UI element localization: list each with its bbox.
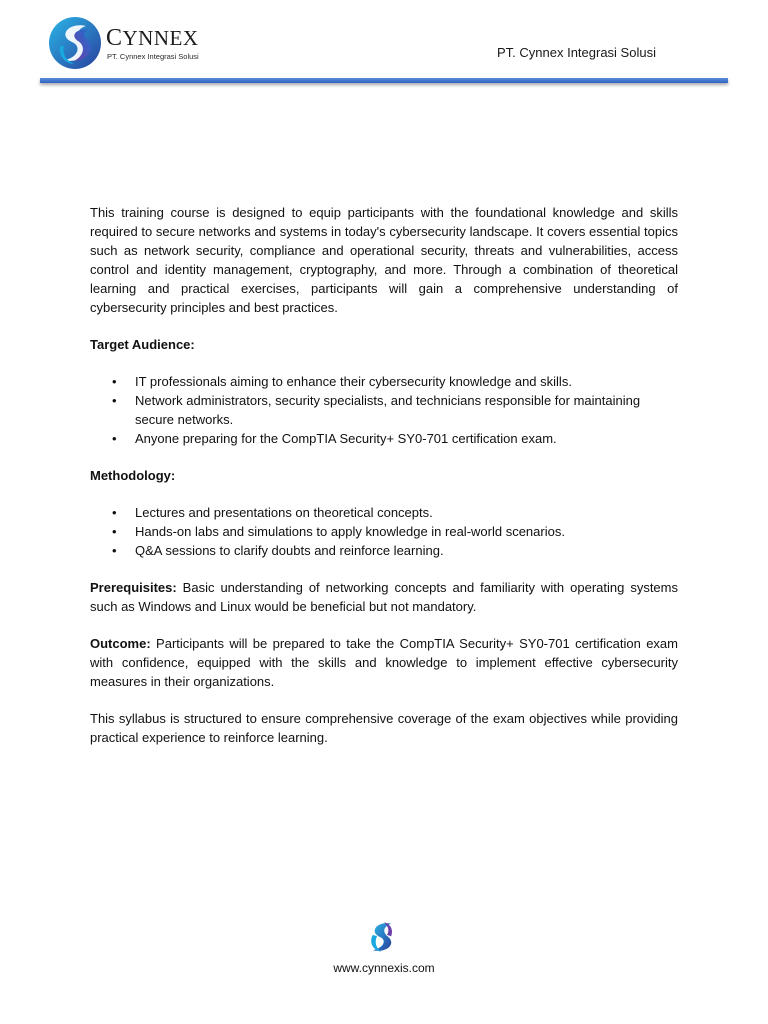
bullet-icon: •: [112, 393, 117, 408]
footer-website-link[interactable]: www.cynnexis.com: [333, 961, 435, 975]
outcome-paragraph: Outcome: Participants will be prepared to take the CompTIA Security+ SY0-701 certification exam with confidence, equipped with the skills and knowledge to implement effective cybersecurity measures in their organizations.: [90, 636, 678, 689]
closing-paragraph: This syllabus is structured to ensure comprehensive coverage of the exam objectives while providing practical experience to reinforce learning.: [90, 711, 678, 745]
outcome-label: Outcome:: [90, 636, 151, 651]
bullet-icon: •: [112, 543, 117, 558]
company-logo: [48, 16, 218, 72]
footer-swirl-s-logo-icon: [363, 918, 401, 956]
intro-paragraph: This training course is designed to equip participants with the foundational knowledge and skills required to secure networks and systems in today's cybersecurity landscape. It covers essential topics such as network security, compliance and operational security, threats and vulnerabilities, access control and identity management, cryptography, and more. Through a combination of theoretical learning and practical exercises, participants will gain a comprehensive understanding of cybersecurity principles and best practices.: [90, 205, 678, 315]
methodology-list: [90, 503, 678, 560]
list-item: • Q&A sessions to clarify doubts and reinforce learning.: [112, 543, 444, 558]
target-audience-list: [90, 372, 678, 448]
company-name: PT. Cynnex Integrasi Solusi: [497, 45, 656, 60]
bullet-icon: •: [112, 431, 117, 446]
list-item: • IT professionals aiming to enhance their cybersecurity knowledge and skills.: [112, 374, 572, 389]
prerequisites-paragraph: Prerequisites: Basic understanding of networking concepts and familiarity with operating systems such as Windows and Linux would be beneficial but not mandatory.: [90, 580, 678, 614]
list-item: • Hands-on labs and simulations to apply knowledge in real-world scenarios.: [112, 524, 565, 539]
brand-name: CYNNEX: [106, 25, 199, 51]
brand-subtitle: PT. Cynnex Integrasi Solusi: [107, 52, 199, 61]
list-item: • Anyone preparing for the CompTIA Security+ SY0-701 certification exam.: [112, 431, 557, 446]
bullet-icon: •: [112, 505, 117, 520]
target-audience-heading: Target Audience:: [90, 337, 195, 352]
page-header: [0, 0, 768, 90]
list-item: • Network administrators, security specialists, and technicians responsible for maintaining secure networks.: [112, 393, 641, 427]
methodology-heading: Methodology:: [90, 468, 176, 483]
swirl-s-logo-icon: [48, 16, 102, 70]
prerequisites-label: Prerequisites:: [90, 580, 177, 595]
bullet-icon: •: [112, 524, 117, 539]
list-item: • Lectures and presentations on theoretical concepts.: [112, 505, 433, 520]
bullet-icon: •: [112, 374, 117, 389]
header-divider: [40, 78, 728, 83]
document-body: [90, 203, 678, 765]
